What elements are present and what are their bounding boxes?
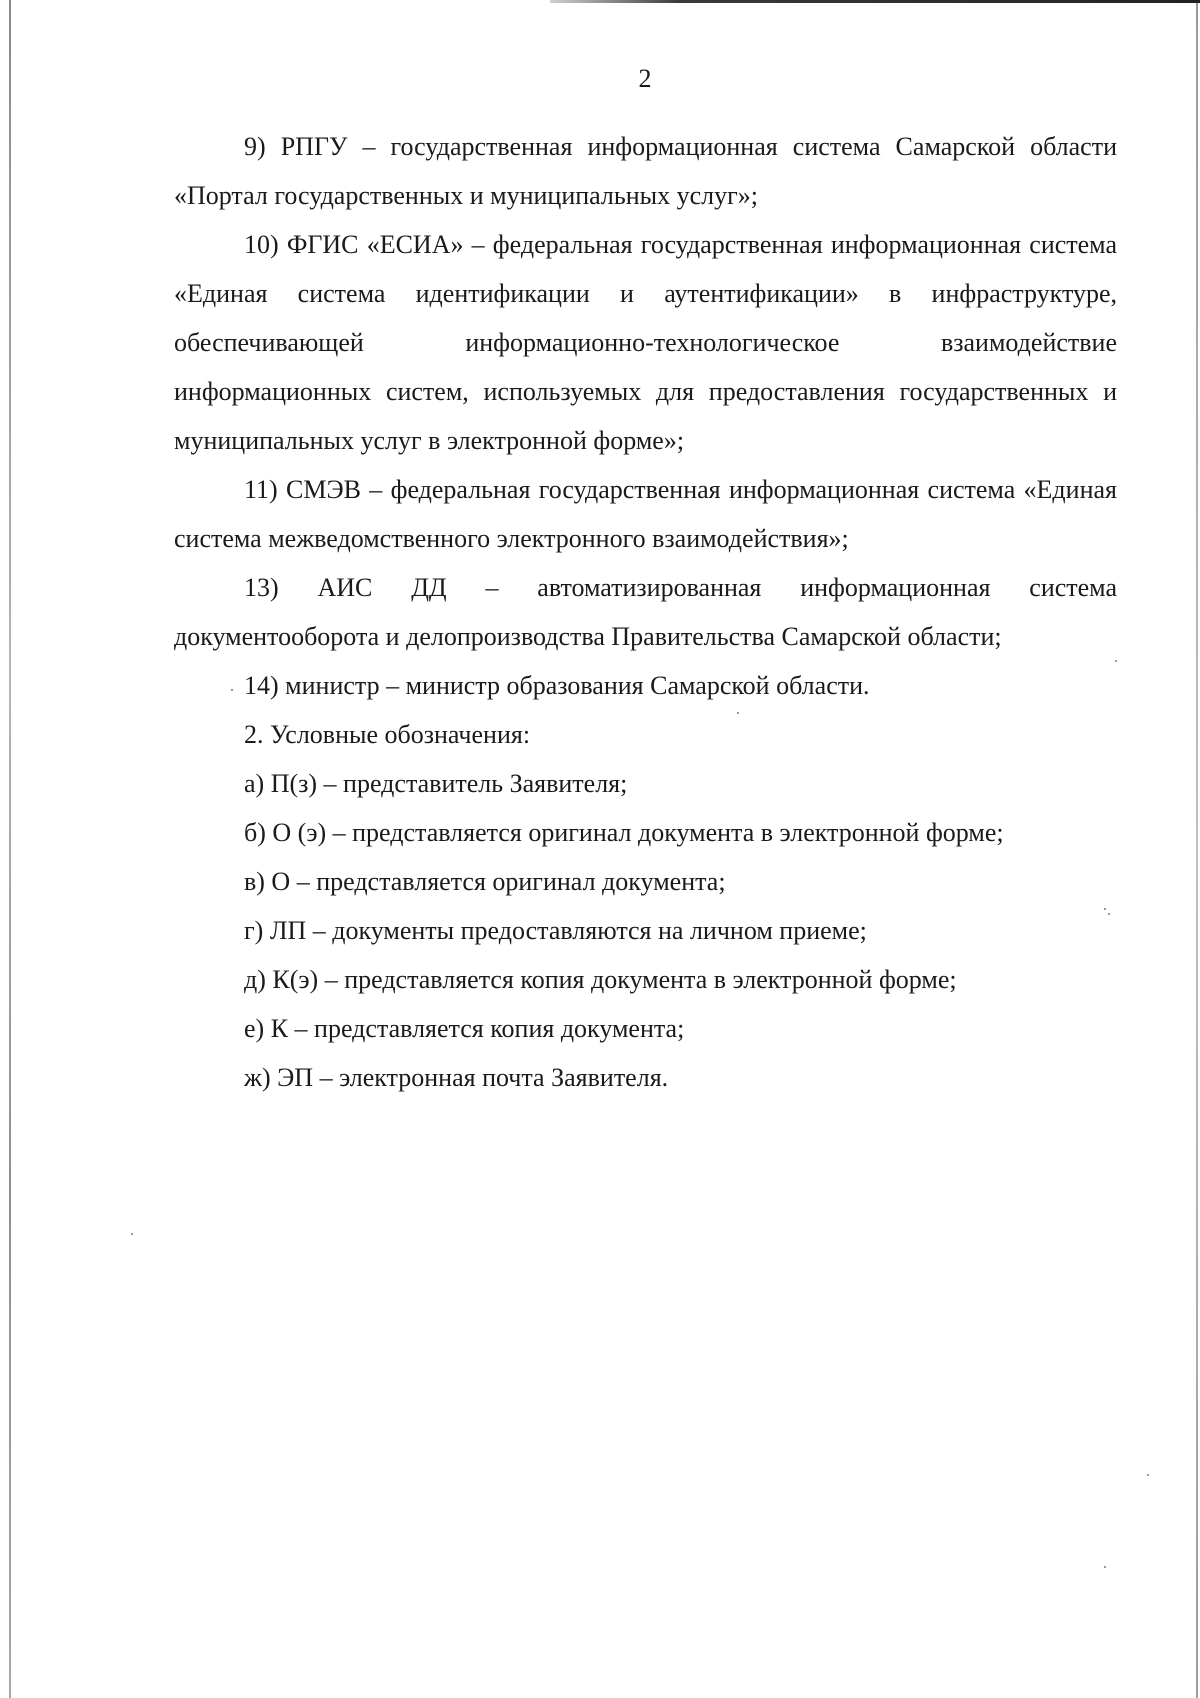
notation-item: в) О – представляется оригинал документа; [244,867,726,896]
scan-speck [231,689,233,691]
definition-minister: 14) министр – министр образования Самарской области. [244,671,870,700]
notation-item: д) К(э) – представляется копия документа в электронной форме; [244,965,957,994]
scan-edge-right [1196,0,1198,1698]
scan-speck [1104,908,1106,910]
scan-speck [1147,1474,1149,1476]
scan-speck [737,712,739,714]
notation-item: ж) ЭП – электронная почта Заявителя. [244,1063,669,1092]
notation-item: б) О (э) – представляется оригинал документа в электронной форме; [244,818,1004,847]
notation-item: а) П(з) – представитель Заявителя; [244,769,628,798]
definition-rpgu: 9) РПГУ – государственная информационная система Самарской области «Портал государственных и муниципальных услуг»; [174,132,1117,210]
notation-item: г) ЛП – документы предоставляются на личном приеме; [244,916,867,945]
notation-item: е) К – представляется копия документа; [244,1014,685,1043]
scan-edge-top [550,0,1200,3]
scan-speck [131,1233,133,1235]
definition-fgis-esia: 10) ФГИС «ЕСИА» – федеральная государственная информационная система «Единая система идентификации и аутентификации» в инфраструктуре, обеспечивающей информационно-технологическое взаимодействие информационных систем, используемых для предоставления государственных и муниципальных услуг в электронной форме»; [174,230,1117,455]
scan-edge-left [9,0,11,1698]
definition-ais-dd: 13) АИС ДД – автоматизированная информационная система документооборота и делопроизводства Правительства Самарской области; [174,573,1117,651]
page-number: 2 [638,64,652,93]
section-heading-notations: 2. Условные обозначения: [244,720,531,749]
definition-smev: 11) СМЭВ – федеральная государственная информационная система «Единая система межведомственного электронного взаимодействия»; [174,475,1117,553]
scan-speck [1115,660,1117,662]
scan-speck [1104,1566,1106,1568]
document-body [174,122,1117,1102]
scan-speck [1108,913,1110,915]
